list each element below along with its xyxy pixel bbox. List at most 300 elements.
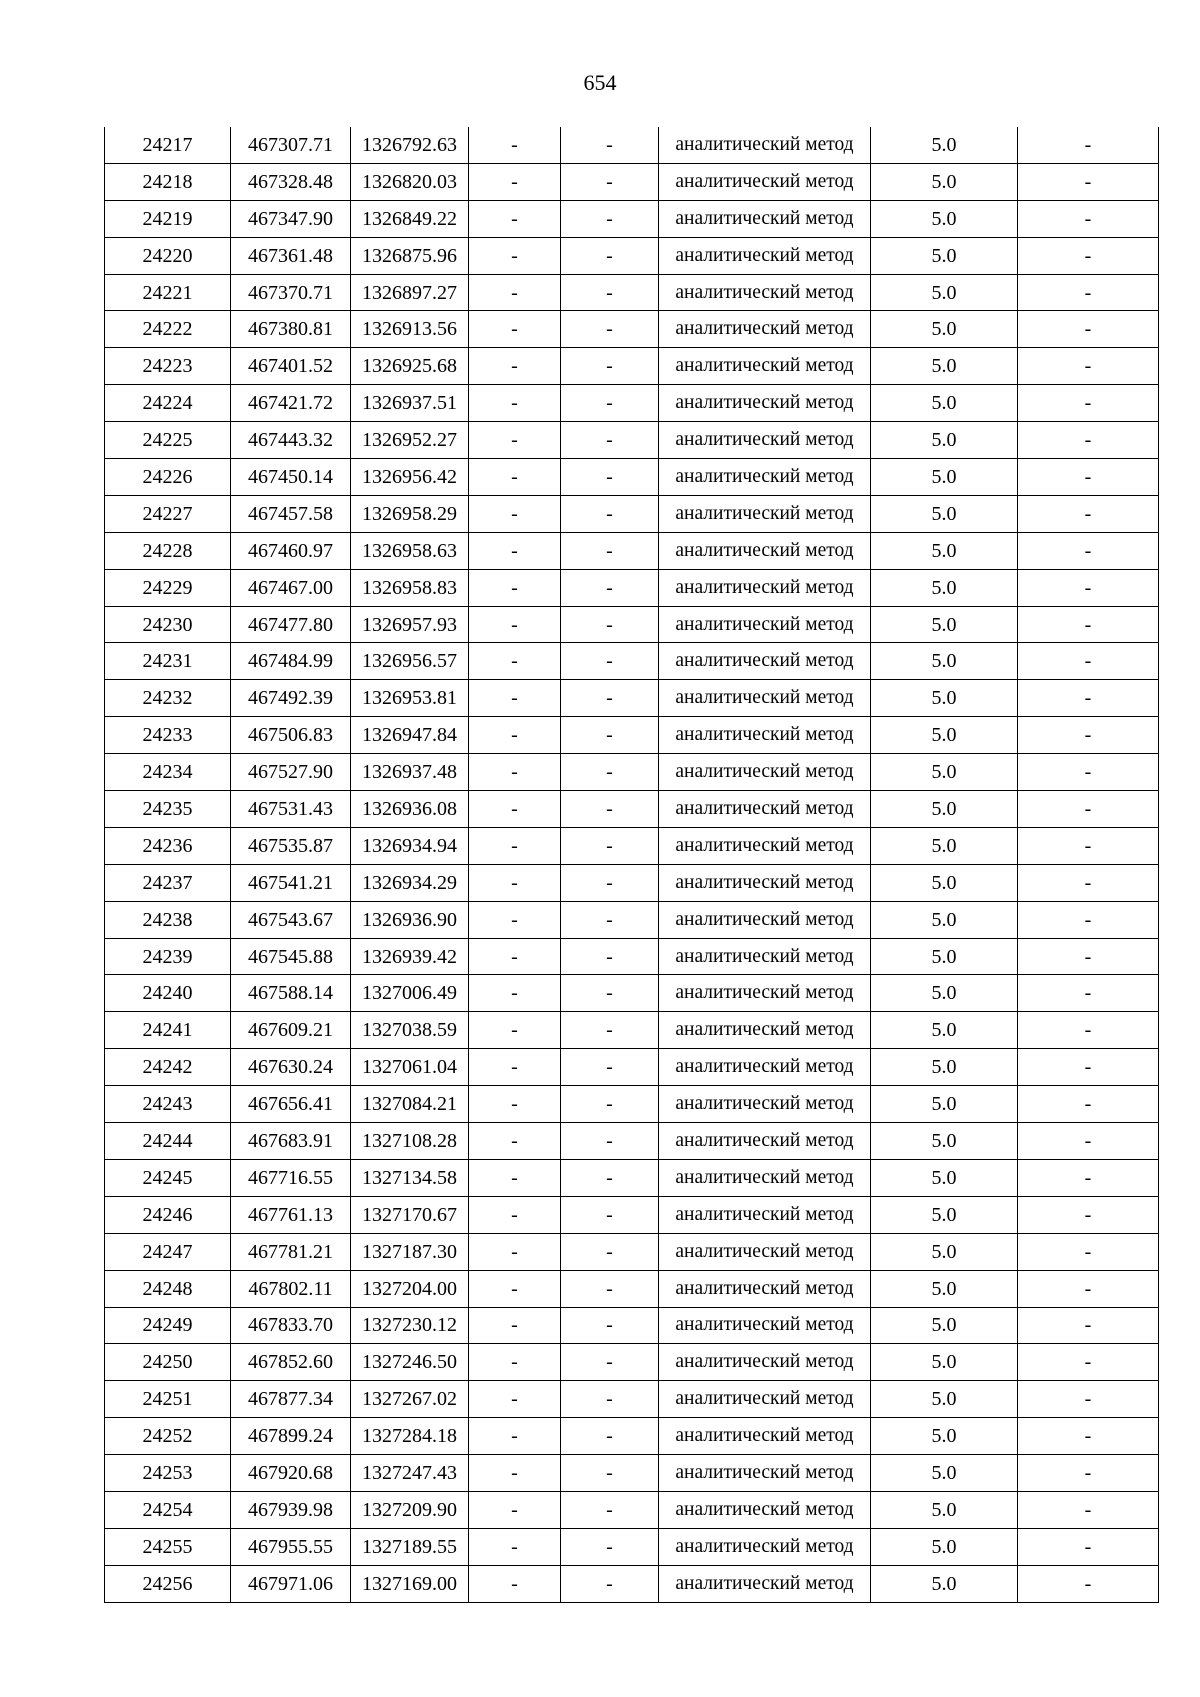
point-number-cell: 24248: [105, 1270, 231, 1307]
empty-col-8-cell: -: [1018, 1012, 1159, 1049]
empty-col-8-cell: -: [1018, 1528, 1159, 1565]
empty-col-5-cell: -: [561, 606, 659, 643]
table-row: [105, 1307, 1159, 1344]
empty-col-5-cell: -: [561, 422, 659, 459]
accuracy-cell: 5.0: [871, 1233, 1018, 1270]
empty-col-5-cell: -: [561, 1233, 659, 1270]
x-coordinate-cell: 467833.70: [231, 1307, 351, 1344]
method-cell: аналитический метод: [659, 1086, 871, 1123]
y-coordinate-cell: 1327267.02: [351, 1381, 469, 1418]
x-coordinate-cell: 467467.00: [231, 569, 351, 606]
point-number-cell: 24249: [105, 1307, 231, 1344]
empty-col-4-cell: -: [469, 569, 561, 606]
empty-col-8-cell: -: [1018, 237, 1159, 274]
method-cell: аналитический метод: [659, 1049, 871, 1086]
method-cell: аналитический метод: [659, 495, 871, 532]
point-number-cell: 24250: [105, 1344, 231, 1381]
y-coordinate-cell: 1326956.57: [351, 643, 469, 680]
point-number-cell: 24222: [105, 311, 231, 348]
point-number-cell: 24253: [105, 1455, 231, 1492]
y-coordinate-cell: 1327169.00: [351, 1565, 469, 1602]
empty-col-4-cell: -: [469, 422, 561, 459]
method-cell: аналитический метод: [659, 791, 871, 828]
table-row: [105, 606, 1159, 643]
empty-col-4-cell: -: [469, 717, 561, 754]
empty-col-4-cell: -: [469, 1491, 561, 1528]
method-cell: аналитический метод: [659, 864, 871, 901]
y-coordinate-cell: 1326939.42: [351, 938, 469, 975]
empty-col-4-cell: -: [469, 680, 561, 717]
empty-col-5-cell: -: [561, 163, 659, 200]
empty-col-4-cell: -: [469, 827, 561, 864]
empty-col-8-cell: -: [1018, 1565, 1159, 1602]
method-cell: аналитический метод: [659, 606, 871, 643]
empty-col-5-cell: -: [561, 1491, 659, 1528]
accuracy-cell: 5.0: [871, 422, 1018, 459]
method-cell: аналитический метод: [659, 938, 871, 975]
table-row: [105, 1528, 1159, 1565]
empty-col-5-cell: -: [561, 1565, 659, 1602]
y-coordinate-cell: 1327134.58: [351, 1159, 469, 1196]
empty-col-8-cell: -: [1018, 1086, 1159, 1123]
empty-col-4-cell: -: [469, 754, 561, 791]
empty-col-5-cell: -: [561, 1159, 659, 1196]
y-coordinate-cell: 1327247.43: [351, 1455, 469, 1492]
x-coordinate-cell: 467443.32: [231, 422, 351, 459]
empty-col-4-cell: -: [469, 606, 561, 643]
x-coordinate-cell: 467401.52: [231, 348, 351, 385]
empty-col-8-cell: -: [1018, 680, 1159, 717]
empty-col-5-cell: -: [561, 1455, 659, 1492]
empty-col-8-cell: -: [1018, 532, 1159, 569]
y-coordinate-cell: 1326925.68: [351, 348, 469, 385]
empty-col-4-cell: -: [469, 127, 561, 163]
y-coordinate-cell: 1326820.03: [351, 163, 469, 200]
method-cell: аналитический метод: [659, 1012, 871, 1049]
empty-col-4-cell: -: [469, 200, 561, 237]
empty-col-8-cell: -: [1018, 717, 1159, 754]
point-number-cell: 24242: [105, 1049, 231, 1086]
y-coordinate-cell: 1327061.04: [351, 1049, 469, 1086]
empty-col-8-cell: -: [1018, 827, 1159, 864]
accuracy-cell: 5.0: [871, 311, 1018, 348]
y-coordinate-cell: 1327284.18: [351, 1418, 469, 1455]
table-row: [105, 864, 1159, 901]
table-row: [105, 1196, 1159, 1233]
empty-col-8-cell: -: [1018, 1455, 1159, 1492]
y-coordinate-cell: 1327038.59: [351, 1012, 469, 1049]
y-coordinate-cell: 1327209.90: [351, 1491, 469, 1528]
empty-col-8-cell: -: [1018, 754, 1159, 791]
empty-col-8-cell: -: [1018, 348, 1159, 385]
y-coordinate-cell: 1326947.84: [351, 717, 469, 754]
accuracy-cell: 5.0: [871, 864, 1018, 901]
accuracy-cell: 5.0: [871, 1049, 1018, 1086]
method-cell: аналитический метод: [659, 532, 871, 569]
table-row: [105, 163, 1159, 200]
x-coordinate-cell: 467380.81: [231, 311, 351, 348]
point-number-cell: 24218: [105, 163, 231, 200]
method-cell: аналитический метод: [659, 311, 871, 348]
method-cell: аналитический метод: [659, 1123, 871, 1160]
table-row: [105, 127, 1159, 163]
x-coordinate-cell: 467484.99: [231, 643, 351, 680]
point-number-cell: 24255: [105, 1528, 231, 1565]
empty-col-8-cell: -: [1018, 569, 1159, 606]
empty-col-4-cell: -: [469, 1159, 561, 1196]
empty-col-4-cell: -: [469, 1233, 561, 1270]
empty-col-4-cell: -: [469, 1049, 561, 1086]
table-row: [105, 1418, 1159, 1455]
empty-col-8-cell: -: [1018, 163, 1159, 200]
empty-col-4-cell: -: [469, 1381, 561, 1418]
point-number-cell: 24235: [105, 791, 231, 828]
accuracy-cell: 5.0: [871, 791, 1018, 828]
empty-col-4-cell: -: [469, 1270, 561, 1307]
table-row: [105, 827, 1159, 864]
table-row: [105, 237, 1159, 274]
empty-col-4-cell: -: [469, 791, 561, 828]
page-number: 654: [583, 70, 617, 95]
point-number-cell: 24237: [105, 864, 231, 901]
y-coordinate-cell: 1326934.29: [351, 864, 469, 901]
y-coordinate-cell: 1326875.96: [351, 237, 469, 274]
empty-col-8-cell: -: [1018, 1196, 1159, 1233]
table-row: [105, 422, 1159, 459]
method-cell: аналитический метод: [659, 754, 871, 791]
empty-col-8-cell: -: [1018, 864, 1159, 901]
empty-col-8-cell: -: [1018, 274, 1159, 311]
point-number-cell: 24243: [105, 1086, 231, 1123]
accuracy-cell: 5.0: [871, 127, 1018, 163]
point-number-cell: 24227: [105, 495, 231, 532]
y-coordinate-cell: 1327108.28: [351, 1123, 469, 1160]
empty-col-8-cell: -: [1018, 1344, 1159, 1381]
empty-col-5-cell: -: [561, 1528, 659, 1565]
x-coordinate-cell: 467920.68: [231, 1455, 351, 1492]
accuracy-cell: 5.0: [871, 1491, 1018, 1528]
empty-col-5-cell: -: [561, 901, 659, 938]
accuracy-cell: 5.0: [871, 237, 1018, 274]
empty-col-8-cell: -: [1018, 938, 1159, 975]
y-coordinate-cell: 1326849.22: [351, 200, 469, 237]
y-coordinate-cell: 1326937.51: [351, 385, 469, 422]
empty-col-5-cell: -: [561, 1049, 659, 1086]
empty-col-4-cell: -: [469, 901, 561, 938]
empty-col-4-cell: -: [469, 385, 561, 422]
empty-col-8-cell: -: [1018, 975, 1159, 1012]
empty-col-4-cell: -: [469, 1455, 561, 1492]
empty-col-5-cell: -: [561, 1086, 659, 1123]
empty-col-5-cell: -: [561, 274, 659, 311]
empty-col-5-cell: -: [561, 1270, 659, 1307]
accuracy-cell: 5.0: [871, 1455, 1018, 1492]
x-coordinate-cell: 467683.91: [231, 1123, 351, 1160]
table-row: [105, 1344, 1159, 1381]
method-cell: аналитический метод: [659, 827, 871, 864]
empty-col-5-cell: -: [561, 1123, 659, 1160]
accuracy-cell: 5.0: [871, 1344, 1018, 1381]
accuracy-cell: 5.0: [871, 938, 1018, 975]
empty-col-4-cell: -: [469, 274, 561, 311]
empty-col-5-cell: -: [561, 827, 659, 864]
method-cell: аналитический метод: [659, 1455, 871, 1492]
accuracy-cell: 5.0: [871, 348, 1018, 385]
coordinates-table: [104, 127, 1159, 1603]
table-row: [105, 975, 1159, 1012]
empty-col-8-cell: -: [1018, 495, 1159, 532]
accuracy-cell: 5.0: [871, 717, 1018, 754]
empty-col-5-cell: -: [561, 459, 659, 496]
empty-col-4-cell: -: [469, 1528, 561, 1565]
empty-col-8-cell: -: [1018, 1159, 1159, 1196]
table-row: [105, 495, 1159, 532]
table-row: [105, 754, 1159, 791]
empty-col-5-cell: -: [561, 1381, 659, 1418]
method-cell: аналитический метод: [659, 1491, 871, 1528]
y-coordinate-cell: 1326936.90: [351, 901, 469, 938]
table-row: [105, 1123, 1159, 1160]
method-cell: аналитический метод: [659, 1307, 871, 1344]
table-body: [105, 127, 1159, 1602]
point-number-cell: 24230: [105, 606, 231, 643]
table-row: [105, 1565, 1159, 1602]
point-number-cell: 24252: [105, 1418, 231, 1455]
empty-col-4-cell: -: [469, 459, 561, 496]
y-coordinate-cell: 1327230.12: [351, 1307, 469, 1344]
point-number-cell: 24226: [105, 459, 231, 496]
x-coordinate-cell: 467347.90: [231, 200, 351, 237]
table-row: [105, 1233, 1159, 1270]
table-row: [105, 385, 1159, 422]
x-coordinate-cell: 467370.71: [231, 274, 351, 311]
empty-col-5-cell: -: [561, 1196, 659, 1233]
accuracy-cell: 5.0: [871, 1307, 1018, 1344]
accuracy-cell: 5.0: [871, 274, 1018, 311]
x-coordinate-cell: 467781.21: [231, 1233, 351, 1270]
accuracy-cell: 5.0: [871, 901, 1018, 938]
table-row: [105, 274, 1159, 311]
y-coordinate-cell: 1326934.94: [351, 827, 469, 864]
x-coordinate-cell: 467545.88: [231, 938, 351, 975]
x-coordinate-cell: 467457.58: [231, 495, 351, 532]
empty-col-8-cell: -: [1018, 1049, 1159, 1086]
method-cell: аналитический метод: [659, 1381, 871, 1418]
empty-col-5-cell: -: [561, 754, 659, 791]
table-row: [105, 532, 1159, 569]
x-coordinate-cell: 467535.87: [231, 827, 351, 864]
table-row: [105, 680, 1159, 717]
point-number-cell: 24224: [105, 385, 231, 422]
x-coordinate-cell: 467609.21: [231, 1012, 351, 1049]
empty-col-8-cell: -: [1018, 643, 1159, 680]
accuracy-cell: 5.0: [871, 1270, 1018, 1307]
empty-col-8-cell: -: [1018, 1381, 1159, 1418]
x-coordinate-cell: 467656.41: [231, 1086, 351, 1123]
accuracy-cell: 5.0: [871, 569, 1018, 606]
y-coordinate-cell: 1327189.55: [351, 1528, 469, 1565]
point-number-cell: 24221: [105, 274, 231, 311]
empty-col-4-cell: -: [469, 864, 561, 901]
method-cell: аналитический метод: [659, 975, 871, 1012]
method-cell: аналитический метод: [659, 1565, 871, 1602]
point-number-cell: 24240: [105, 975, 231, 1012]
method-cell: аналитический метод: [659, 1159, 871, 1196]
accuracy-cell: 5.0: [871, 163, 1018, 200]
empty-col-8-cell: -: [1018, 385, 1159, 422]
empty-col-5-cell: -: [561, 975, 659, 1012]
method-cell: аналитический метод: [659, 200, 871, 237]
x-coordinate-cell: 467527.90: [231, 754, 351, 791]
x-coordinate-cell: 467877.34: [231, 1381, 351, 1418]
y-coordinate-cell: 1326936.08: [351, 791, 469, 828]
accuracy-cell: 5.0: [871, 1123, 1018, 1160]
empty-col-5-cell: -: [561, 569, 659, 606]
x-coordinate-cell: 467307.71: [231, 127, 351, 163]
empty-col-4-cell: -: [469, 311, 561, 348]
y-coordinate-cell: 1326953.81: [351, 680, 469, 717]
accuracy-cell: 5.0: [871, 459, 1018, 496]
accuracy-cell: 5.0: [871, 495, 1018, 532]
empty-col-5-cell: -: [561, 1344, 659, 1381]
x-coordinate-cell: 467761.13: [231, 1196, 351, 1233]
method-cell: аналитический метод: [659, 422, 871, 459]
accuracy-cell: 5.0: [871, 1196, 1018, 1233]
point-number-cell: 24245: [105, 1159, 231, 1196]
point-number-cell: 24244: [105, 1123, 231, 1160]
point-number-cell: 24234: [105, 754, 231, 791]
empty-col-8-cell: -: [1018, 422, 1159, 459]
x-coordinate-cell: 467421.72: [231, 385, 351, 422]
method-cell: аналитический метод: [659, 1418, 871, 1455]
empty-col-4-cell: -: [469, 348, 561, 385]
table-row: [105, 459, 1159, 496]
point-number-cell: 24251: [105, 1381, 231, 1418]
empty-col-5-cell: -: [561, 495, 659, 532]
empty-col-8-cell: -: [1018, 1491, 1159, 1528]
y-coordinate-cell: 1326958.29: [351, 495, 469, 532]
point-number-cell: 24239: [105, 938, 231, 975]
method-cell: аналитический метод: [659, 1196, 871, 1233]
empty-col-4-cell: -: [469, 938, 561, 975]
empty-col-5-cell: -: [561, 532, 659, 569]
x-coordinate-cell: 467541.21: [231, 864, 351, 901]
table-row: [105, 901, 1159, 938]
method-cell: аналитический метод: [659, 385, 871, 422]
point-number-cell: 24236: [105, 827, 231, 864]
point-number-cell: 24231: [105, 643, 231, 680]
x-coordinate-cell: 467971.06: [231, 1565, 351, 1602]
empty-col-8-cell: -: [1018, 127, 1159, 163]
empty-col-8-cell: -: [1018, 901, 1159, 938]
empty-col-4-cell: -: [469, 1344, 561, 1381]
accuracy-cell: 5.0: [871, 1418, 1018, 1455]
y-coordinate-cell: 1326897.27: [351, 274, 469, 311]
accuracy-cell: 5.0: [871, 754, 1018, 791]
empty-col-8-cell: -: [1018, 1270, 1159, 1307]
empty-col-4-cell: -: [469, 643, 561, 680]
empty-col-5-cell: -: [561, 200, 659, 237]
accuracy-cell: 5.0: [871, 680, 1018, 717]
x-coordinate-cell: 467506.83: [231, 717, 351, 754]
empty-col-5-cell: -: [561, 1012, 659, 1049]
empty-col-4-cell: -: [469, 532, 561, 569]
empty-col-8-cell: -: [1018, 1233, 1159, 1270]
point-number-cell: 24254: [105, 1491, 231, 1528]
point-number-cell: 24223: [105, 348, 231, 385]
point-number-cell: 24217: [105, 127, 231, 163]
y-coordinate-cell: 1326952.27: [351, 422, 469, 459]
accuracy-cell: 5.0: [871, 532, 1018, 569]
table-row: [105, 1491, 1159, 1528]
table-row: [105, 1086, 1159, 1123]
accuracy-cell: 5.0: [871, 1012, 1018, 1049]
empty-col-4-cell: -: [469, 1196, 561, 1233]
empty-col-4-cell: -: [469, 975, 561, 1012]
empty-col-5-cell: -: [561, 1307, 659, 1344]
empty-col-4-cell: -: [469, 1418, 561, 1455]
y-coordinate-cell: 1326792.63: [351, 127, 469, 163]
point-number-cell: 24229: [105, 569, 231, 606]
x-coordinate-cell: 467361.48: [231, 237, 351, 274]
empty-col-5-cell: -: [561, 237, 659, 274]
empty-col-5-cell: -: [561, 643, 659, 680]
empty-col-5-cell: -: [561, 348, 659, 385]
empty-col-5-cell: -: [561, 864, 659, 901]
x-coordinate-cell: 467492.39: [231, 680, 351, 717]
empty-col-5-cell: -: [561, 311, 659, 348]
method-cell: аналитический метод: [659, 1233, 871, 1270]
y-coordinate-cell: 1326958.63: [351, 532, 469, 569]
accuracy-cell: 5.0: [871, 1528, 1018, 1565]
accuracy-cell: 5.0: [871, 975, 1018, 1012]
table-row: [105, 569, 1159, 606]
y-coordinate-cell: 1327204.00: [351, 1270, 469, 1307]
empty-col-5-cell: -: [561, 385, 659, 422]
empty-col-8-cell: -: [1018, 606, 1159, 643]
empty-col-5-cell: -: [561, 680, 659, 717]
point-number-cell: 24256: [105, 1565, 231, 1602]
table-row: [105, 938, 1159, 975]
accuracy-cell: 5.0: [871, 200, 1018, 237]
y-coordinate-cell: 1326956.42: [351, 459, 469, 496]
table-row: [105, 1159, 1159, 1196]
x-coordinate-cell: 467852.60: [231, 1344, 351, 1381]
empty-col-4-cell: -: [469, 1123, 561, 1160]
point-number-cell: 24225: [105, 422, 231, 459]
point-number-cell: 24228: [105, 532, 231, 569]
empty-col-8-cell: -: [1018, 459, 1159, 496]
y-coordinate-cell: 1326937.48: [351, 754, 469, 791]
x-coordinate-cell: 467531.43: [231, 791, 351, 828]
point-number-cell: 24241: [105, 1012, 231, 1049]
empty-col-4-cell: -: [469, 237, 561, 274]
empty-col-5-cell: -: [561, 717, 659, 754]
x-coordinate-cell: 467899.24: [231, 1418, 351, 1455]
empty-col-8-cell: -: [1018, 311, 1159, 348]
table-row: [105, 200, 1159, 237]
y-coordinate-cell: 1327170.67: [351, 1196, 469, 1233]
x-coordinate-cell: 467450.14: [231, 459, 351, 496]
x-coordinate-cell: 467477.80: [231, 606, 351, 643]
empty-col-8-cell: -: [1018, 791, 1159, 828]
method-cell: аналитический метод: [659, 237, 871, 274]
point-number-cell: 24238: [105, 901, 231, 938]
method-cell: аналитический метод: [659, 901, 871, 938]
method-cell: аналитический метод: [659, 127, 871, 163]
empty-col-4-cell: -: [469, 163, 561, 200]
point-number-cell: 24247: [105, 1233, 231, 1270]
